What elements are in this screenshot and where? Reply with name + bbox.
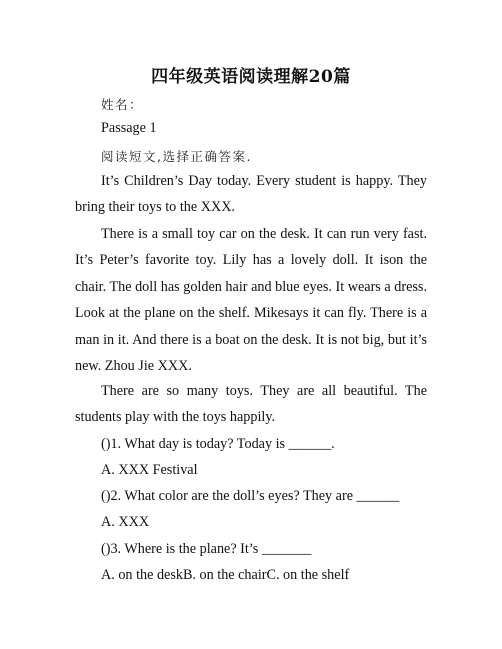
passage-label: Passage 1	[101, 120, 157, 136]
paragraph-2: There is a small toy car on the desk. It can run very fast. It’s Peter’s favorite toy. Lily has a lovely doll. It ison the chair. The doll has golden hair and blue eyes. It wears a dress. Look at the plane on the shelf. Mikesays it can fly. There is a man in it. And there is a boat on the desk. It is not big, but it’s new. Zhou Jie XXX.	[75, 226, 427, 375]
question-3: ()3. Where is the plane? It’s _______	[101, 541, 312, 557]
name-label: 姓名：	[101, 97, 144, 112]
question-1-options: A. XXX Festival	[101, 462, 198, 478]
question-1: ()1. What day is today? Today is ______.	[101, 436, 335, 452]
question-3-options: A. on the deskB. on the chairC. on the shelf	[101, 567, 350, 583]
paragraph-3: There are so many toys. They are all beautiful. The students play with the toys happily.	[75, 383, 427, 426]
instruction-text: 阅读短文,选择正确答案.	[101, 149, 252, 164]
question-2: ()2. What color are the doll’s eyes? They are ______	[101, 488, 400, 504]
question-2-options: A. XXX	[101, 514, 150, 530]
paragraph-1: It’s Children’s Day today. Every student is happy. They bring their toys to the XXX.	[75, 173, 427, 216]
document-title: 四年级英语阅读理解20篇	[151, 67, 351, 87]
